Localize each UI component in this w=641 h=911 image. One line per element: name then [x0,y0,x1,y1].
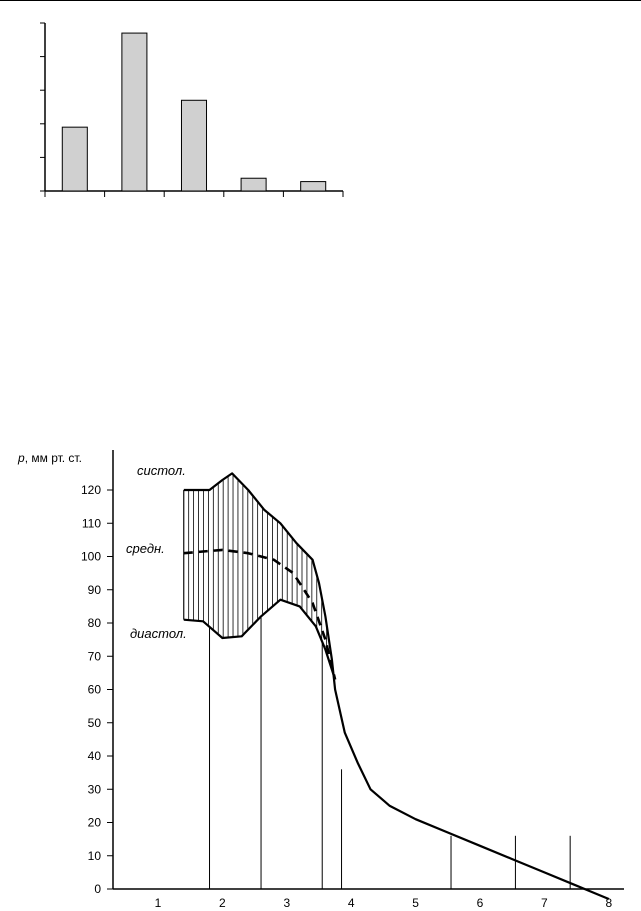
x-tick-label: 2 [219,896,226,910]
y-tick-label: 110 [81,516,101,531]
y-tick-label: 60 [87,682,101,697]
y-tick-label: 90 [87,582,101,597]
y-tick-label: 0 [94,882,101,896]
x-tick-label: 6 [476,896,484,910]
series-line-1 [184,550,335,680]
x-tick-label: 1 [154,896,162,910]
x-tick-label: 5 [412,896,419,910]
y-tick-label: 120 [80,483,101,497]
x-tick-label: 4 [347,896,355,910]
y-tick-label: 70 [87,649,101,664]
x-tick-label: 7 [541,896,548,910]
y-tick-label: 20 [87,815,101,830]
y-tick-label: 30 [87,782,101,797]
series-label: систол. [137,463,186,478]
series-label: средн. [126,541,165,556]
y-tick-label: 10 [87,848,101,863]
series-line-2 [184,600,335,680]
y-tick-label: 50 [87,715,101,730]
y-tick-label: 80 [87,616,101,630]
y-tick-label: 40 [87,749,101,763]
y-tick-label: 100 [80,549,101,564]
series-label: диастол. [130,626,187,641]
y-axis-label: p, мм рт. ст. [18,451,82,465]
x-tick-label: 3 [283,896,291,910]
x-tick-label: 8 [605,896,613,910]
